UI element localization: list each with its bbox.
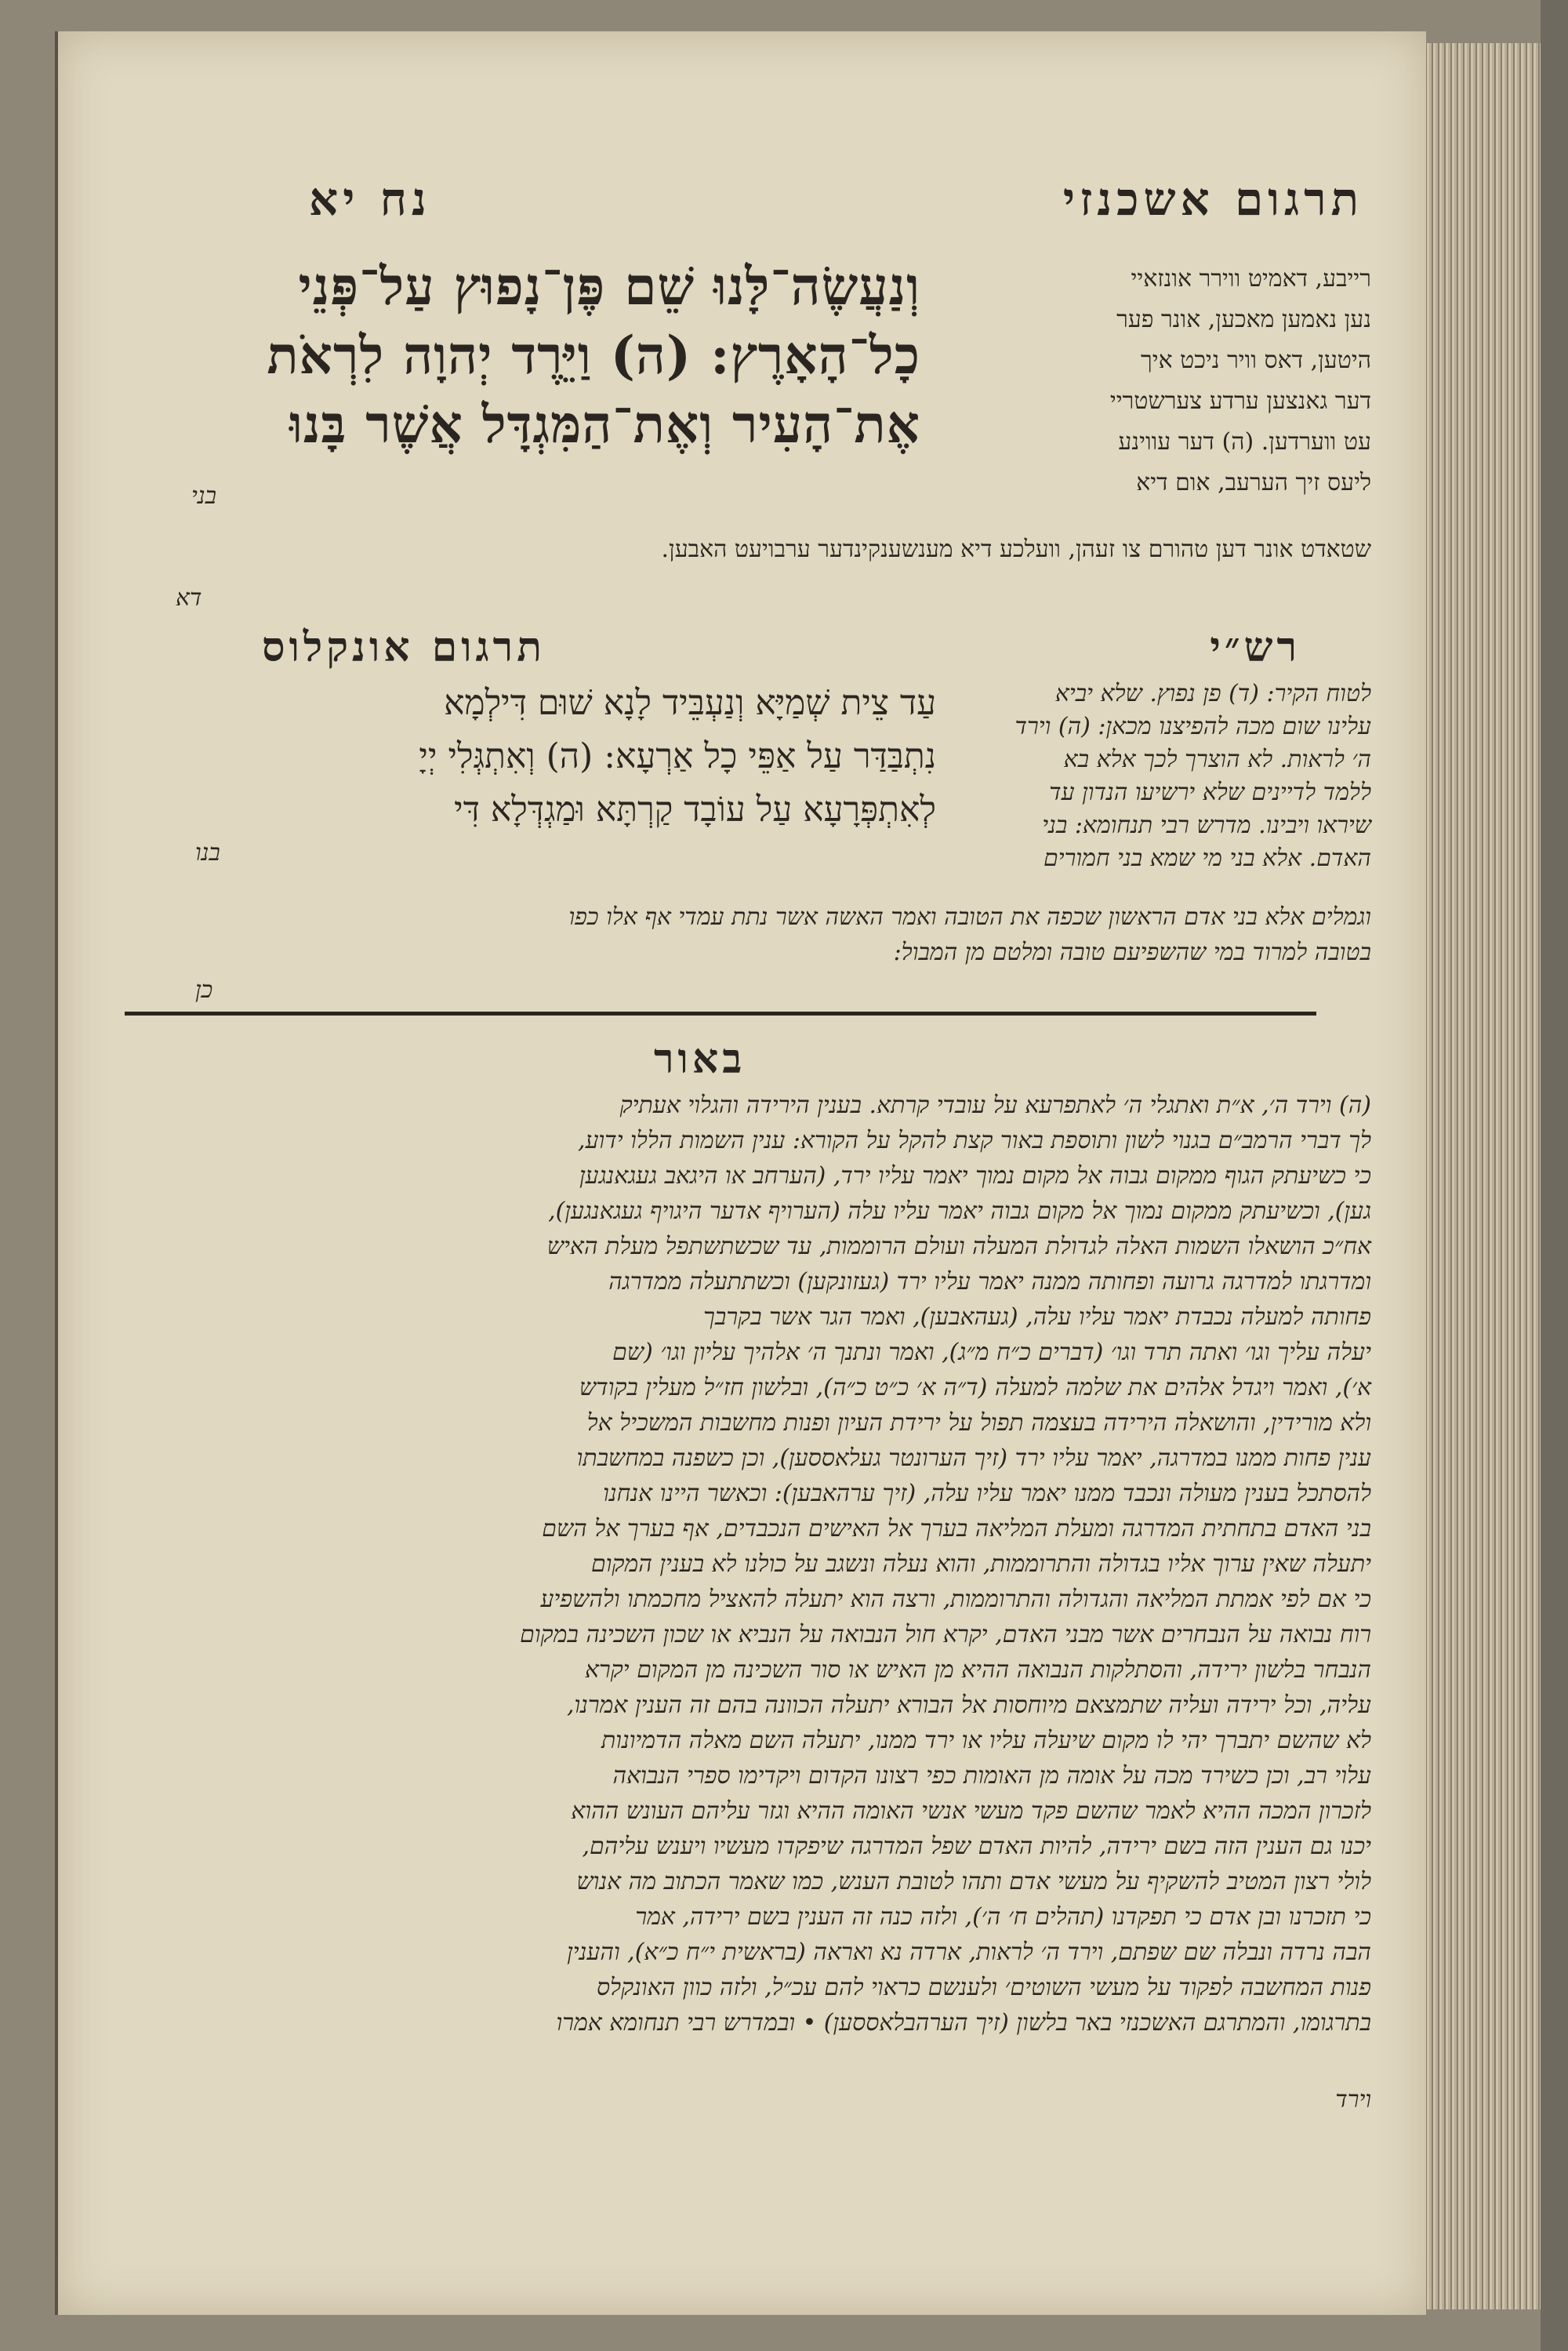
background-strip [1541,0,1568,2351]
biur-line: לולי רצון המטיב להשקיף על מעשי אדם ותהו לטובת הענש, כמו שאמר הכתוב מה אנוש [576,1868,1371,1895]
yiddish-line: דער גאנצען ערדע צערשטריי [1109,387,1371,415]
catchword: וירד [1335,2086,1371,2113]
biur-line: ומדרגתו למדרגה גרועה ופחותה ממנה יאמר עליו ירד (געזונקען) וכשתתעלה ממדרגה [608,1268,1371,1295]
biur-line: כי תזכרנו ובן אדם כי תפקדנו (תהלים ח׳ ה׳), ולזה כנה זה הענין בשם ירידה, אמר [635,1903,1371,1931]
yiddish-column [948,263,1371,529]
onkelos-line: נִתְבַּדַּר עַל אַפֵּי כָל אַרְעָא: (ה) וְאִתְגְּלִי יְיָ [419,736,936,776]
yiddish-line: נען נאמען מאכען, אונר פער [1116,306,1371,333]
biur-line: ולא מורידין, והושאלה הירידה בעצמה תפול על ירידת העיון ופנות מחשבות המשכיל אל [586,1409,1371,1437]
verse-line: וְנַעֲשֶׂה־לָּנוּ שֵׁם פֶּן־נָפוּץ עַל־פְּנֵי [298,256,920,317]
biur-line: לך דברי הרמב״ם בגנוי לשון ותוספת באור קצת להקל על הקורא: ענין השמות הללו ידוע, [578,1127,1371,1154]
yiddish-line: ליעס זיך הערעב, אום דיא [1136,469,1371,496]
biur-line: גען), וכשיעתק ממקום נמוך אל מקום גבוה יאמר עליו עלה (הערויף אדער היגויף געגאנגען), [548,1197,1371,1225]
rashi-line: עלינו שום מכה להפיצנו מכאן: (ה) וירד [1014,713,1371,740]
catchword: דא [176,584,202,612]
biur-line: ענין פחות ממנו במדרגה, יאמר עליו ירד (זיך הערונטר געלאססען), וכן כשפנה במחשבתו [576,1444,1371,1472]
verse-line: כָל־הָאָרֶץ: (ה) וַיֵּרֶד יְהוָה לִרְאֹת [267,325,920,386]
biur-line: עלוי רב, וכן כשירד מכה על אומה מן האומות כפי רצונו הקדום ויקדימו ספרי הנבואה [612,1762,1371,1790]
targum-ashkenazi-header: תרגום אשכנזי [1062,173,1363,226]
onkelos-block [144,682,936,863]
biur-line: להסתכל בענין מעולה ונכבד ממנו יאמר עליו עלה, (זיך ערהאבען): וכאשר היינו אנחנו [603,1480,1371,1507]
rashi-line: ה׳ לראות. לא הוצרך לכך אלא בא [1063,746,1371,773]
biur-line: עליה, וכל ירידה ועליה שתמצאם מיוחסות אל הבורא יתעלה הכוונה בהם זה הענין אמרנו, [566,1691,1371,1719]
rashi-line: ללמד לדיינים שלא ירשיעו הנדון עד [1049,779,1371,806]
biur-line: יעלה עליך וגו׳ ואתה תרד וגו׳ (דברים כ״ח מ״ג), ואמר ונתנך ה׳ אלהיך עליון וגו׳ (שם [612,1339,1371,1366]
biur-line: יכנו גם הענין הזה בשם ירידה, להיות האדם שפל המדרגה שיפקדו מעשיו ויענש עליהם, [582,1833,1371,1860]
biur-line: לא שהשם יתברך יהי לו מקום שיעלה עליו או ירד ממנו, יתעלה השם מאלה הדמיונות [601,1727,1371,1754]
biur-line: בני האדם בתחתית המדרגה ומעלת המליאה בערך אל האישים הנכבדים, אף בערך אל השם [542,1515,1371,1543]
biur-block [148,1090,1371,2078]
catchword: בנו [195,839,220,867]
rashi-block [979,678,1371,882]
biur-title: באור [654,1035,746,1083]
biur-line: כי אם לפי אמתת המליאה והגדולה והתרוממות, ורצה הוא יתעלה להאציל מחכמתו ולהשפיע [540,1586,1371,1613]
biur-line: פחותה למעלה נכבדת יאמר עליו עלה, (געהאבען), ואמר הגר אשר בקרבך [703,1303,1371,1331]
biur-line: רוח נבואה על הנבחרים אשר מבני האדם, יקרא חול הנבואה על הנביא או שכון השכינה במקום [520,1621,1371,1648]
biur-line: כי כשיעתק הגוף ממקום גבוה אל מקום נמוך יאמר עליו ירד, (הערחב או היגאב געגאנגען [579,1162,1371,1190]
verse-block [136,255,920,467]
rashi-title: רש״י [1210,623,1301,671]
catchword: בני [191,482,217,510]
biur-line: אח״כ הושאלו השמות האלה לגדולת המעלה ועולם הרוממות, עד שכשתשתפל מעלת האיש [546,1233,1371,1260]
onkelos-line: לְאִתְפְּרָעָא עַל עוֹבָד קַרְתָּא וּמַגְדְּלָא דִּי [454,790,936,830]
catchword: כן [195,976,213,1004]
yiddish-line-full: שטאדט אונר דען טהורם צו זעהן, וועלכע דיא מענשענקינדער ערבויעט האבען. [661,536,1371,563]
biur-line: א׳), ואמר ויגדל אלהים את שלמה למעלה (ד״ה א׳ כ״ט כ״ה), ובלשון חז״ל מעלין בקודש [579,1374,1371,1401]
onkelos-line: עַד צֵית שְׁמַיָּא וְנַעְבֵּיד לָנָא שׁוּם דִּילְמָא [444,683,936,723]
rashi-line: שיראו ויבינו. מדרש רבי תנחומא: בני [1042,812,1371,839]
chapter-header: נח יא [309,173,431,226]
rashi-line: לטוח הקיר: (ד) פן נפוץ. שלא יביא [1054,680,1371,707]
yiddish-line: רייבע, דאמיט ווירר אונזאיי [1131,265,1371,293]
page-edges [1423,43,1541,2309]
yiddish-line: היטען, דאס וויר ניכט איך [1140,347,1371,374]
rashi-line-full: וגמלים אלא בני אדם הראשון שכפה את הטובה ואמר האשה אשר נתת עמדי אף אלו כפו [568,903,1371,931]
biur-line: פנות המחשבה לפקוד על מעשי השוטים׳ ולענשם כראוי להם עכ״ל, ולזה כוון האונקלס [596,1974,1371,2001]
horizontal-rule [125,1012,1316,1016]
biur-line: לזכרון המכה ההיא לאמר שהשם פקד מעשי אנשי האומה ההיא וגזר עליהם העונש ההוא [571,1797,1371,1825]
biur-line: יתעלה שאין ערוך אליו בגדולה והתרוממות, והוא נעלה ונשגב על כולנו לא בענין המקום [590,1550,1371,1578]
book-page [55,31,1426,2315]
onkelos-title: תרגום אונקלוס [262,623,546,671]
verse-line: אֶת־הָעִיר וְאֶת־הַמִּגְדָּל אֲשֶׁר בָּנוּ [289,394,920,455]
biur-line: בתרגומו, והמתרגם האשכנזי באר בלשון (זיך הערהבלאססען) • ובמדרש רבי תנחומא אמרו [556,2009,1371,2037]
biur-line: (ה) וירד ה׳, א״ת ואתגלי ה׳ לאתפרעא על עובדי קרתא. בענין הירידה והגלוי אעתיק [619,1092,1371,1119]
biur-line: הנבחר בלשון ירידה, והסתלקות הנבואה ההיא מן האיש או סור השכינה מן המקום יקרא [585,1656,1371,1684]
rashi-line-full: בטובה למרוד במי שהשפיעם טובה ומלטם מן המבול: [893,939,1371,966]
rashi-line: האדם. אלא בני מי שמא בני חמורים [1044,845,1371,872]
yiddish-line: עט ווערדען. (ה) דער עווינע [1118,428,1371,456]
biur-line: הבה נרדה ונבלה שם שפתם, וירד ה׳ לראות, ארדה נא ואראה (בראשית י״ח כ״א), והענין [567,1939,1371,1966]
